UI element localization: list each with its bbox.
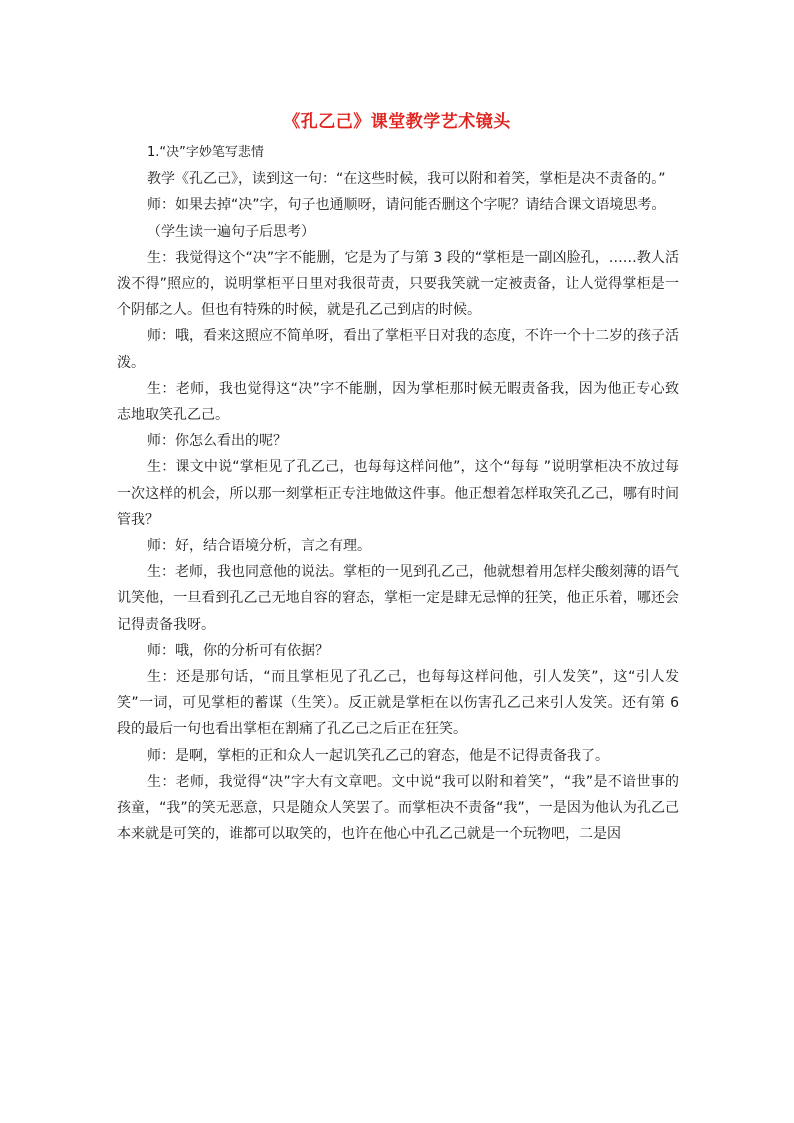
paragraph: 师：好，结合语境分析，言之有理。 (147, 538, 371, 555)
section-heading: 1.“决”字妙笔写悲情 (147, 145, 264, 160)
paragraph: 生：课文中说“掌柜见了孔乙己，也每每这样问他”，这个“每每 ”说明掌柜决不放过每一次这样的机会，所以那一刻掌柜正专注地做这件事。他正想着怎样取笑孔乙己，哪有时间管我？ (117, 459, 679, 528)
paragraph: （学生读一遍句子后思考） (147, 223, 315, 240)
paragraph: 生：我觉得这个“决”字不能删，它是为了与第 3 段的“掌柜是一副凶脸孔，……教人活泼不得”照应的，说明掌柜平日里对我很苛责，只要我笑就一定被责备，让人觉得掌柜是一个阴郁之人。但也有特殊的时候，就是孔乙己到店的时候。 (117, 249, 679, 319)
paragraph: 师：哦，看来这照应不简单呀，看出了掌柜平日对我的态度，不许一个十二岁的孩子活泼。 (117, 328, 679, 371)
paragraph: 师：是啊，掌柜的正和众人一起讥笑孔乙己的窘态，他是不记得责备我了。 (147, 747, 609, 764)
paragraph: 生：老师，我也觉得这“决”字不能删，因为掌柜那时候无暇责备我，因为他正专心致志地取笑孔乙己。 (117, 380, 679, 424)
paragraph: 教学《孔乙己》，读到这一句：“在这些时候，我可以附和着笑，掌柜是决不责备的。” (147, 171, 666, 188)
paragraph: 生：老师，我也同意他的说法。掌柜的一见到孔乙己，他就想着用怎样尖酸刻薄的语气讥笑他，一旦看到孔乙己无地自容的窘态，掌柜一定是肆无忌惮的狂笑，他正乐着，哪还会记得责备我呀。 (117, 564, 679, 633)
paragraph: 生：老师，我觉得“决”字大有文章吧。文中说“我可以附和着笑”，“我”是不谙世事的孩童，“我”的笑无恶意，只是随众人笑罢了。而掌柜决不责备“我”，一是因为他认为孔乙己本来就是可笑的，谁都可以取笑的，也许在他心中孔乙己就是一个玩物吧，二是因 (117, 773, 679, 843)
paragraph: 师：你怎么看出的呢？ (147, 433, 287, 450)
document-title: 《孔乙己》课堂教学艺术镜头 (283, 112, 511, 132)
document-body (117, 140, 679, 847)
paragraph: 师：哦，你的分析可有依据？ (147, 642, 329, 659)
paragraph: 师：如果去掉“决”字，句子也通顺呀，请问能否删这个字呢？请结合课文语境思考。 (147, 197, 666, 214)
paragraph: 生：还是那句话，“而且掌柜见了孔乙己，也每每这样问他，引人发笑”，这“引人发笑”一词，可见掌柜的蓄谋（生笑）。反正就是掌柜在以伤害孔乙己来引人发笑。还有第 6 段的最后一句也看出掌柜在割痛了孔乙己之后正在狂笑。 (117, 669, 679, 738)
